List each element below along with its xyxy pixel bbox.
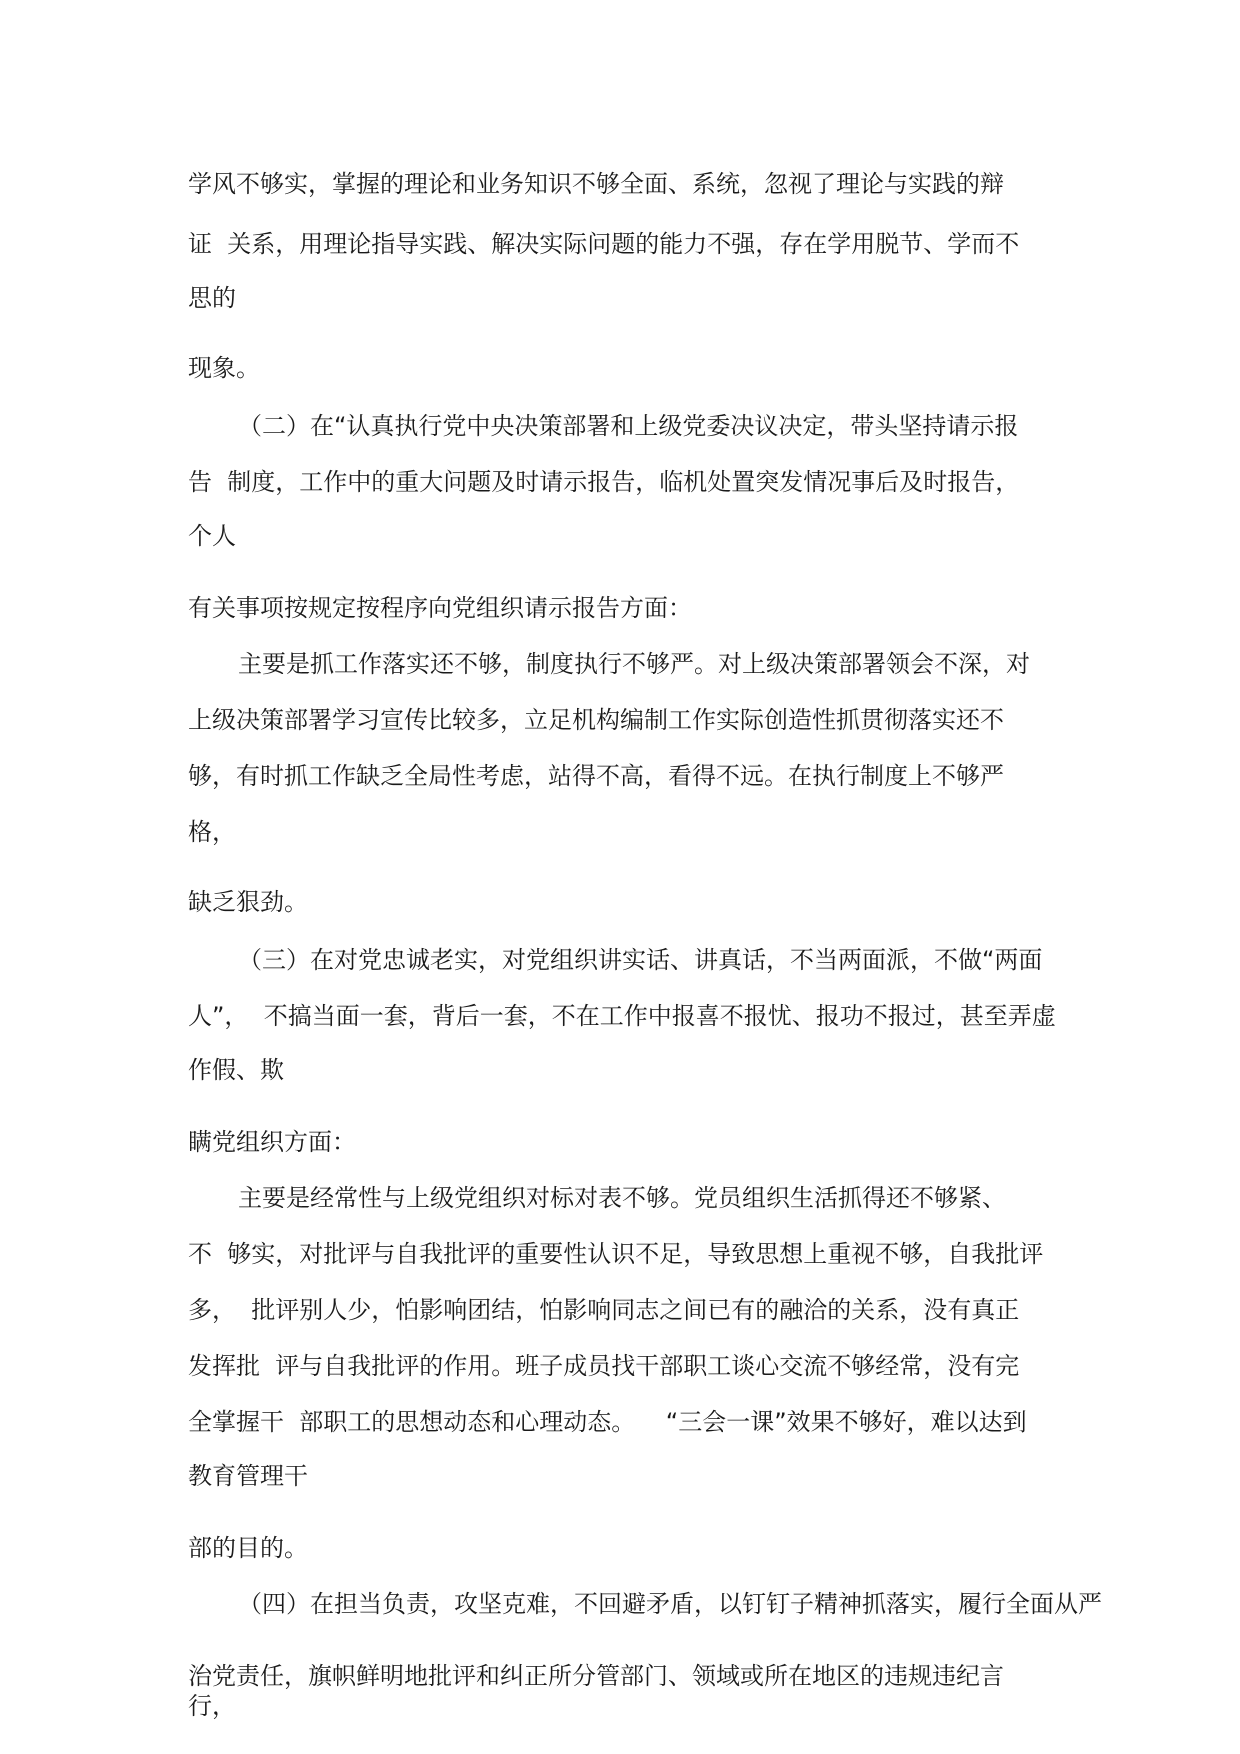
text-line: 够，有时抓工作缺乏全局性考虑，站得不高，看得不远。在执行制度上不够严 [188, 762, 1004, 790]
text-line: 学风不够实，掌握的理论和业务知识不够全面、系统，忽视了理论与实践的辩 [188, 170, 1004, 198]
text-line: 告 制度，工作中的重大问题及时请示报告，临机处置突发情况事后及时报告， [188, 468, 1020, 496]
text-line: 部的目的。 [188, 1534, 308, 1562]
text-line: 证 关系，用理论指导实践、解决实际问题的能力不强，存在学用脱节、学而不 [188, 230, 1020, 258]
text-line: 作假、欺 [188, 1056, 284, 1084]
section-heading: （四）在担当负责，攻坚克难，不回避矛盾，以钉钉子精神抓落实，履行全面从严 [238, 1590, 1102, 1618]
text-line: 治党责任，旗帜鲜明地批评和纠正所分管部门、领域或所在地区的违规违纪言 [188, 1662, 1004, 1690]
text-line: 发挥批 评与自我批评的作用。班子成员找干部职工谈心交流不够经常，没有完 [188, 1352, 1020, 1380]
text-line: 主要是经常性与上级党组织对标对表不够。党员组织生活抓得还不够紧、 [238, 1184, 1006, 1212]
text-line: 教育管理干 [188, 1462, 308, 1490]
section-heading: （三）在对党忠诚老实，对党组织讲实话、讲真话，不当两面派，不做“两面 [238, 946, 1043, 974]
text-line: 上级决策部署学习宣传比较多，立足机构编制工作实际创造性抓贯彻落实还不 [188, 706, 1004, 734]
text-line: 人”， 不搞当面一套，背后一套，不在工作中报喜不报忧、报功不报过，甚至弄虚 [188, 1002, 1056, 1030]
text-line: 全掌握干 部职工的思想动态和心理动态。 “三会一课”效果不够好，难以达到 [188, 1408, 1027, 1436]
text-line: 多， 批评别人少，怕影响团结，怕影响同志之间已有的融洽的关系，没有真正 [188, 1296, 1020, 1324]
text-line: 行， [188, 1692, 236, 1720]
text-line: 个人 [188, 522, 236, 550]
text-line: 思的 [188, 284, 236, 312]
text-line: 不 够实，对批评与自我批评的重要性认识不足，导致思想上重视不够，自我批评 [188, 1240, 1044, 1268]
text-line: 有关事项按规定按程序向党组织请示报告方面： [188, 594, 692, 622]
text-line: 格， [188, 818, 236, 846]
text-line: 主要是抓工作落实还不够，制度执行不够严。对上级决策部署领会不深，对 [238, 650, 1030, 678]
text-line: 瞒党组织方面： [188, 1128, 356, 1156]
section-heading: （二）在“认真执行党中央决策部署和上级党委决议决定，带头坚持请示报 [238, 412, 1019, 440]
text-line: 现象。 [188, 354, 260, 382]
text-line: 缺乏狠劲。 [188, 888, 308, 916]
